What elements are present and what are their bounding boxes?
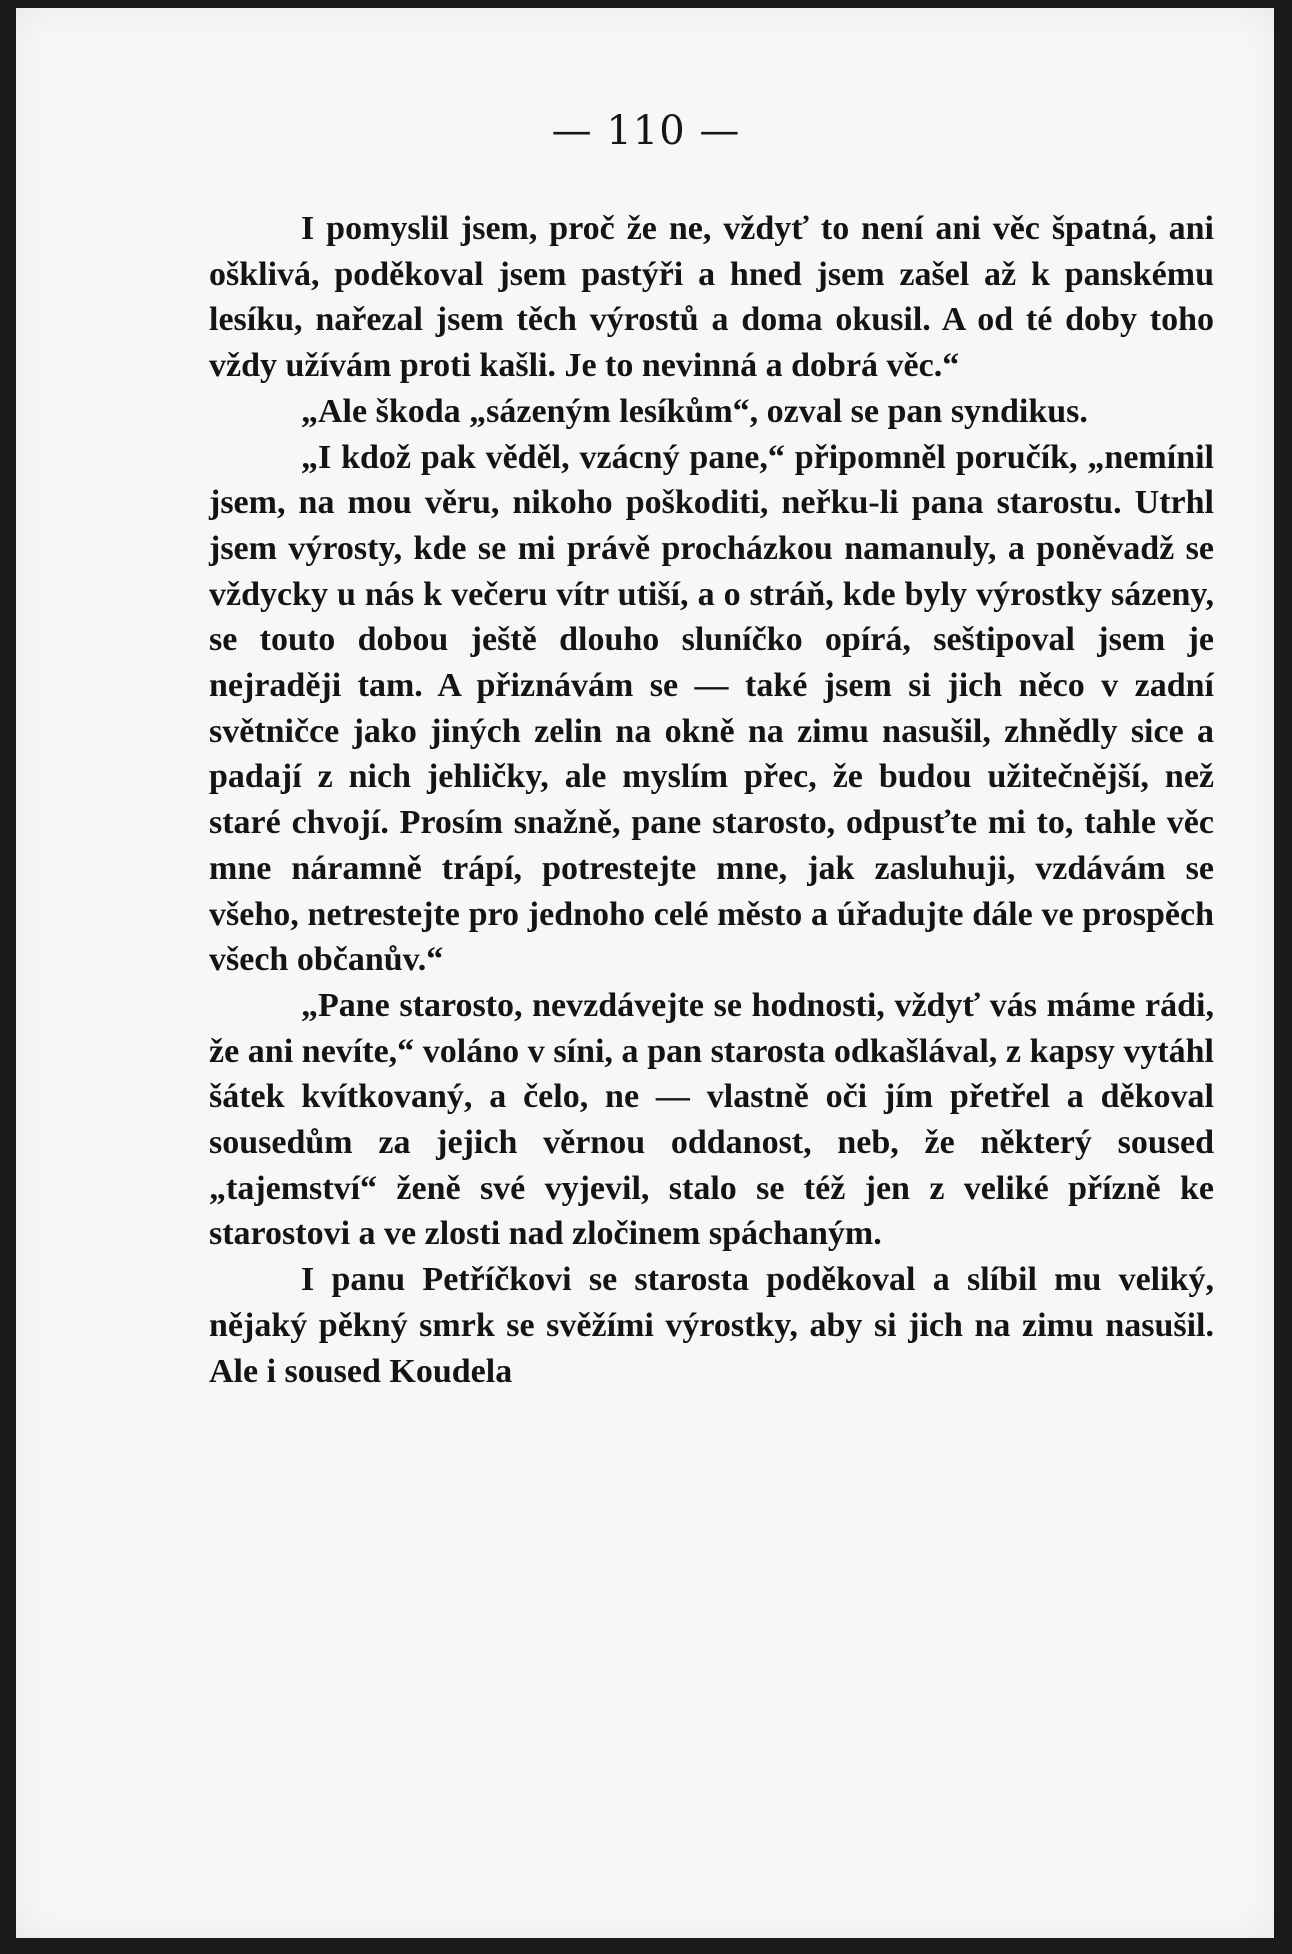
page-text (209, 206, 1214, 1394)
paragraph-2: „Ale škoda „sázeným lesíkům“, ozval se pan syndikus. (301, 392, 1088, 430)
paragraph-3: „I kdož pak věděl, vzácný pane,“ připomněl poručík, „nemínil jsem, na mou věru, nikoho poškoditi, neřku-li pana starostu. Utrhl jsem výrosty, kde se mi právě procházkou namanuly, a poněvadž se vždycky u nás k večeru vítr utiší, a o stráň, kde byly výrostky sázeny, se touto dobou ještě dlouho sluníčko opírá, seštipoval jsem je nejraději tam. A přiznávám se — také jsem si jich něco v zadní světničce jako jiných zelin na okně na zimu nasušil, zhnědly sice a padají z nich jehličky, ale myslím přec, že budou užitečnější, než staré chvojí. Prosím snažně, pane starosto, odpusťte mi to, tahle věc mne náramně trápí, potrestejte mne, jak zasluhuji, vzdávám se všeho, netrestejte pro jednoho celé město a úřadujte dále ve prospěch všech občanův.“ (209, 438, 1214, 979)
page-number: — 110 — (551, 108, 741, 154)
paragraph-1: I pomyslil jsem, proč že ne, vždyť to není ani věc špatná, ani ošklivá, poděkoval jsem pastýři a hned jsem zašel až k panskému lesíku, nařezal jsem těch výrostů a doma okusil. A od té doby toho vždy užívám proti kašli. Je to nevinná a dobrá věc.“ (209, 210, 1214, 385)
paragraph-5: I panu Petříčkovi se starosta poděkoval a slíbil mu veliký, nějaký pěkný smrk se svěžími výrostky, aby si jich na zimu nasušil. Ale i soused Koudela (209, 1261, 1214, 1390)
paragraph-4: „Pane starosto, nevzdávejte se hodnosti, vždyť vás máme rádi, že ani nevíte,“ voláno v síni, a pan starosta odkašlával, z kapsy vytáhl šátek kvítkovaný, a čelo, ne — vlastně oči jím přetřel a děkoval sousedům za jejich věrnou oddanost, neb, že některý soused „tajemství“ ženě své vyjevil, stalo se též jen z veliké přízně ke starostovi a ve zlosti nad zločinem spáchaným. (209, 986, 1214, 1253)
